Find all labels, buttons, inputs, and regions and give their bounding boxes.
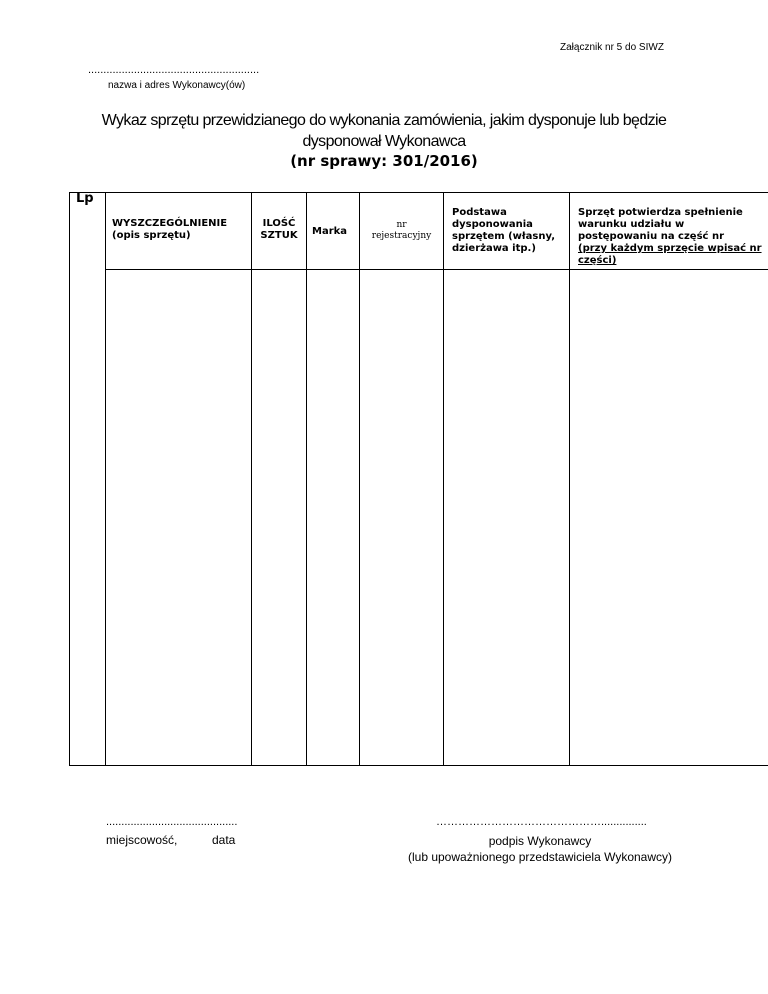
header-condition-line: warunku udziału w	[578, 219, 685, 230]
header-registration	[360, 220, 443, 242]
header-basis-line: dysponowania	[452, 219, 533, 230]
header-description-line: (opis sprzętu)	[112, 230, 191, 241]
date-label: data	[212, 833, 236, 847]
header-description-line: WYSZCZEGÓLNIENIE	[112, 218, 228, 229]
column-divider	[359, 193, 360, 765]
column-divider	[251, 193, 252, 765]
signature-line: (lub upoważnionego przedstawiciela Wykonawcy)	[407, 850, 673, 864]
equipment-table	[69, 192, 768, 766]
place-date-dots: ...........................................	[106, 816, 238, 828]
header-basis-line: dzierżawa itp.)	[452, 243, 536, 254]
header-basis-line: Podstawa	[452, 207, 507, 218]
header-condition-line: postępowaniu na część nr	[578, 231, 724, 242]
title-line-2: dysponował Wykonawca	[302, 133, 466, 150]
signature-label	[380, 833, 700, 865]
annex-label: Załącznik nr 5 do SIWZ	[560, 42, 664, 53]
header-quantity-line: SZTUK	[260, 230, 298, 241]
signature-dots: ………………………………………...............	[436, 816, 647, 828]
case-number: (nr sprawy: 301/2016)	[290, 152, 478, 170]
title-line-1: Wykaz sprzętu przewidzianego do wykonania zamówienia, jakim dysponuje lub będzie	[101, 112, 667, 129]
document-title	[0, 110, 768, 152]
address-dots: ........................................................	[88, 64, 260, 76]
header-description	[112, 218, 227, 242]
header-condition-line: (przy każdym sprzęcie wpisać nr	[578, 243, 762, 254]
header-brand: Marka	[312, 226, 348, 237]
column-divider	[105, 193, 106, 765]
header-quantity-line: ILOŚĆ	[262, 218, 296, 229]
column-divider	[306, 193, 307, 765]
header-registration-line: rejestracyjny	[371, 231, 432, 241]
column-divider	[443, 193, 444, 765]
signature-line: podpis Wykonawcy	[488, 834, 592, 848]
header-basis	[452, 207, 555, 255]
contractor-address-label: nazwa i adres Wykonawcy(ów)	[108, 80, 246, 91]
header-basis-line: sprzętem (własny,	[452, 231, 555, 242]
column-divider	[569, 193, 570, 765]
header-registration-line: nr	[396, 220, 407, 230]
place-label: miejscowość,	[106, 833, 178, 847]
header-divider	[105, 269, 768, 270]
header-condition-line: części)	[578, 255, 617, 266]
header-condition	[578, 207, 768, 267]
header-condition-line: Sprzęt potwierdza spełnienie	[578, 207, 743, 218]
header-lp: Lp	[76, 191, 94, 206]
header-quantity	[252, 218, 306, 242]
